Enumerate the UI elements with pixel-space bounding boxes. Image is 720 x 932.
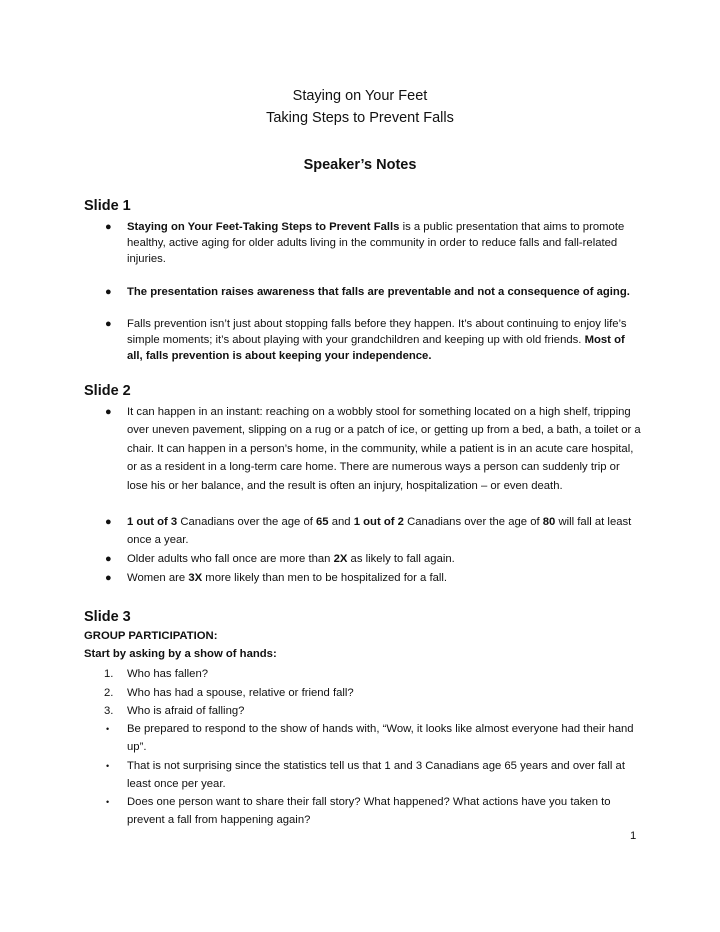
bullet-icon: • bbox=[106, 797, 110, 807]
bullet-text: That is not surprising since the statistics tell us that 1 and 3 Canadians age 65 years and over fall at least once per year. bbox=[127, 760, 625, 791]
slide-2-bullet-3 bbox=[105, 550, 642, 568]
slide-2-bullet-4 bbox=[105, 569, 642, 587]
page-number: 1 bbox=[630, 830, 637, 842]
stat-emphasis: 80 bbox=[542, 516, 556, 528]
stat-emphasis: 1 out of 3 bbox=[127, 516, 178, 528]
slide-3-bullet-1 bbox=[106, 720, 642, 757]
stat-emphasis: 2X bbox=[333, 553, 348, 565]
bullet-text: Canadians over the age of bbox=[403, 516, 543, 528]
slide-1-bullet-2 bbox=[105, 284, 642, 300]
bullet-text: Women are bbox=[127, 572, 189, 584]
bullet-text: It can happen in an instant: reaching on a wobbly stool for something located on a high shelf, tripping over uneven pavement, slipping on a rug or a patch of ice, or getting up from a bed, a bath, a toilet or a chair. It can happen in a person’s home, in the community, while a patient is in an acute care hospital, or as a resident in a long-term care home. There are numerous ways a person can suddenly trip or lose his or her balance, and the result is often an injury, hospitalization – or even death. bbox=[127, 406, 641, 492]
numbered-item bbox=[104, 666, 642, 682]
slide-3-bullet-2 bbox=[106, 757, 642, 794]
bullet-icon: ● bbox=[105, 318, 112, 330]
slide-3-bullet-3 bbox=[106, 793, 642, 830]
bullet-icon: ● bbox=[105, 286, 112, 298]
bullet-icon: ● bbox=[105, 221, 112, 233]
slide-3-heading: Slide 3 bbox=[84, 609, 131, 625]
item-number: 2. bbox=[104, 687, 114, 699]
bullet-icon: • bbox=[106, 724, 110, 734]
numbered-item bbox=[104, 685, 642, 701]
bullet-icon: ● bbox=[105, 516, 112, 528]
item-number: 3. bbox=[104, 705, 114, 717]
bullet-text: Be prepared to respond to the show of hands with, “Wow, it looks like almost everyone had their hand up”. bbox=[127, 723, 634, 754]
item-number: 1. bbox=[104, 668, 114, 680]
bullet-text: Canadians over the age of bbox=[177, 516, 317, 528]
bullet-text: is a public presentation that aims to promote healthy, active aging for older adults living in the community in order to reduce falls and fall-related injuries. bbox=[127, 221, 625, 265]
bullet-text: The presentation raises awareness that falls are preventable and not a consequence of aging. bbox=[127, 286, 630, 298]
slide-2-bullet-1 bbox=[105, 403, 642, 495]
item-text: Who has fallen? bbox=[127, 668, 209, 680]
document-title: Staying on Your Feet bbox=[292, 88, 428, 104]
slide-1-bullet-1 bbox=[105, 219, 642, 267]
numbered-item bbox=[104, 703, 642, 719]
bullet-icon: ● bbox=[105, 406, 112, 418]
slide-2-heading: Slide 2 bbox=[84, 383, 131, 399]
instructions-label: Start by asking by a show of hands: bbox=[84, 648, 277, 660]
bullet-emphasis: Most of all, falls prevention is about keeping your independence. bbox=[127, 334, 625, 362]
bullet-text: will fall at least once a year. bbox=[127, 516, 632, 547]
bullet-text: more likely than men to be hospitalized for a fall. bbox=[202, 572, 448, 584]
bullet-text: Older adults who fall once are more than bbox=[127, 553, 334, 565]
stat-emphasis: 3X bbox=[188, 572, 203, 584]
speakers-notes-heading: Speaker’s Notes bbox=[303, 157, 417, 173]
slide-1-bullet-3 bbox=[105, 316, 642, 364]
item-text: Who is afraid of falling? bbox=[127, 705, 245, 717]
presentation-name: Staying on Your Feet-Taking Steps to Prevent Falls bbox=[127, 221, 400, 233]
item-text: Who has had a spouse, relative or friend fall? bbox=[127, 687, 354, 699]
bullet-icon: ● bbox=[105, 553, 112, 565]
group-participation-label: GROUP PARTICIPATION: bbox=[84, 630, 218, 642]
slide-2-bullet-2 bbox=[105, 513, 642, 550]
slide-1-heading: Slide 1 bbox=[84, 198, 131, 214]
bullet-text: Falls prevention isn’t just about stopping falls before they happen. It’s about continuing to enjoy life’s simple moments; it’s about playing with your grandchildren and keeping up with old friends. bbox=[127, 318, 627, 346]
bullet-icon: ● bbox=[105, 572, 112, 584]
document-subtitle: Taking Steps to Prevent Falls bbox=[266, 110, 454, 126]
bullet-text: as likely to fall again. bbox=[347, 553, 455, 565]
stat-emphasis: 65 bbox=[316, 516, 329, 528]
bullet-text: and bbox=[328, 516, 354, 528]
bullet-text: Does one person want to share their fall story? What happened? What actions have you taken to prevent a fall from happening again? bbox=[127, 796, 611, 827]
bullet-icon: • bbox=[106, 761, 110, 771]
stat-emphasis: 1 out of 2 bbox=[353, 516, 404, 528]
